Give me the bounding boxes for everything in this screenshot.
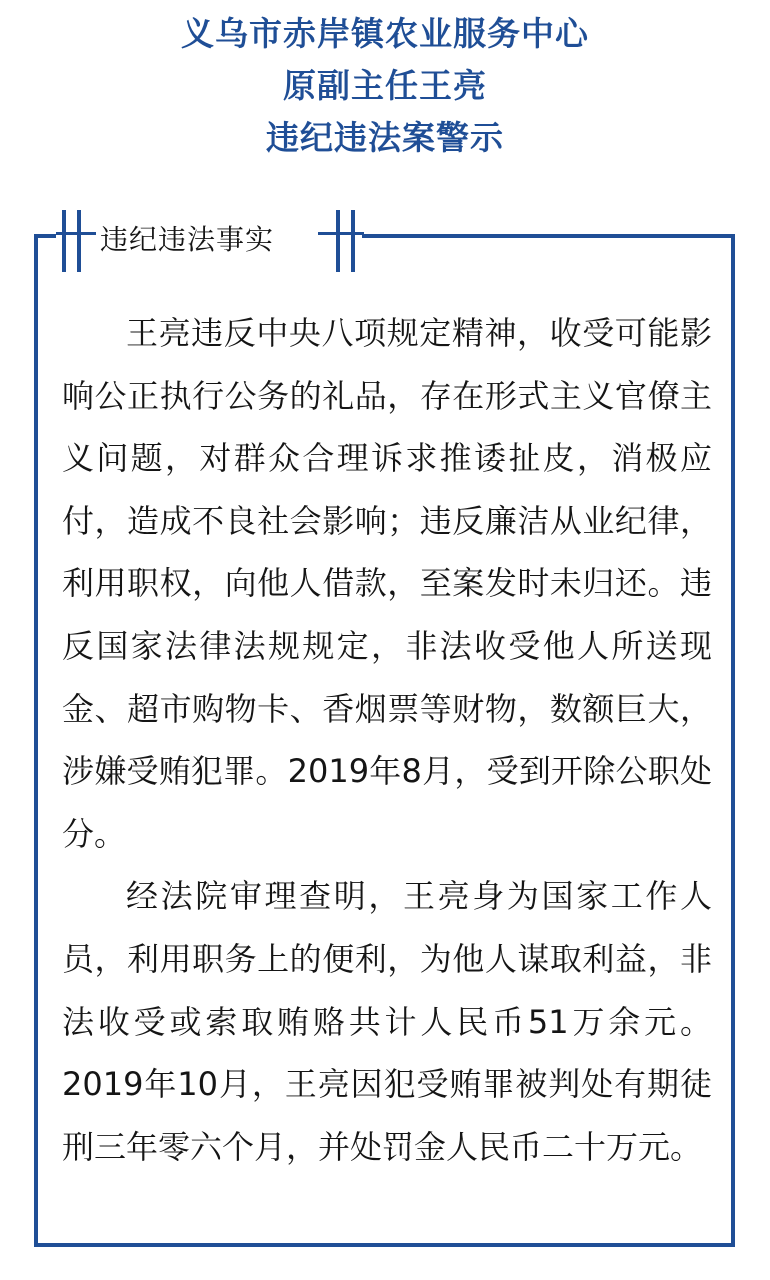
heading-right-bar-2 <box>351 210 355 272</box>
case-body <box>62 302 712 1178</box>
paragraph-facts: 王亮违反中央八项规定精神，收受可能影响公正执行公务的礼品，存在形式主义官僚主义问题，对群众合理诉求推诿扯皮，消极应付，造成不良社会影响；违反廉洁从业纪律，利用职权，向他人借款，至案发时未归还。违反国家法律法规规定，非法收受他人所送现金、超市购物卡、香烟票等财物，数额巨大，涉嫌受贿犯罪。2019年8月，受到开除公职处分。 <box>62 314 712 853</box>
heading-right-line <box>318 232 364 235</box>
title-line-2: 原副主任王亮 <box>283 66 487 105</box>
title-block <box>0 8 770 164</box>
title-line-1: 义乌市赤岸镇农业服务中心 <box>181 14 589 53</box>
title-line-3: 违纪违法案警示 <box>266 118 504 157</box>
heading-left-bar-1 <box>62 210 66 272</box>
paragraph-verdict: 经法院审理查明，王亮身为国家工作人员，利用职务上的便利，为他人谋取利益，非法收受或索取贿赂共计人民币51万余元。2019年10月，王亮因犯受贿罪被判处有期徒刑三年零六个月，并处罚金人民币二十万元。 <box>62 877 712 1166</box>
section-heading: 违纪违法事实 <box>100 223 275 256</box>
heading-left-line <box>56 232 96 235</box>
heading-right-bar-1 <box>336 210 340 272</box>
heading-left-bar-2 <box>77 210 81 272</box>
